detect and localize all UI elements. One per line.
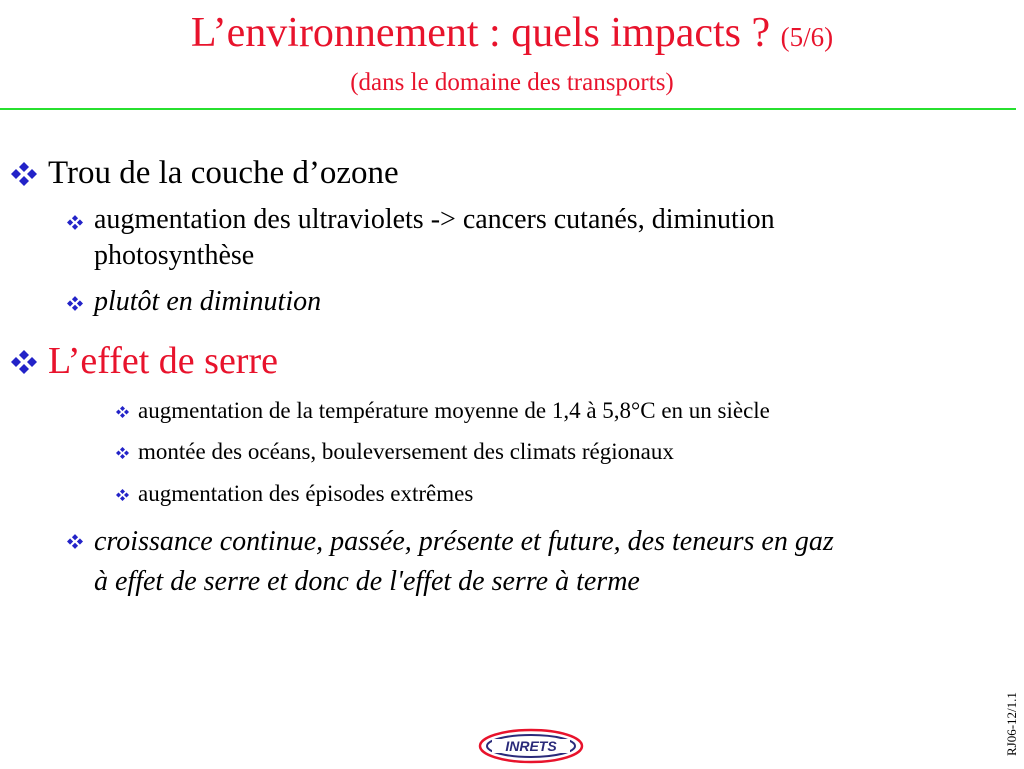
- diamond-cluster-icon: [116, 446, 129, 464]
- conclusion-line-2: à effet de serre et donc de l'effet de serre à terme: [94, 566, 640, 597]
- conclusion-line-1: croissance continue, passée, présente et future, des teneurs en gaz: [94, 526, 834, 557]
- list-item: augmentation des épisodes extrêmes: [138, 481, 474, 506]
- title-divider: [0, 108, 1016, 110]
- document-reference-code: RJ06-12/1.1: [1004, 692, 1019, 756]
- section-heading-ozone: Trou de la couche d’ozone: [48, 155, 399, 191]
- inrets-logo: [478, 728, 584, 769]
- title-text: L’environnement : quels impacts ?: [190, 10, 771, 56]
- diamond-cluster-icon: [116, 488, 129, 506]
- list-item: augmentation des ultraviolets -> cancers cutanés, diminution: [94, 204, 775, 235]
- slide-header: [0, 8, 1024, 98]
- list-item: augmentation de la température moyenne de 1,4 à 5,8°C en un siècle: [138, 398, 770, 423]
- diamond-cluster-icon: [67, 296, 83, 316]
- diamond-cluster-icon: [11, 350, 37, 379]
- slide-title: [0, 8, 1024, 62]
- list-item: plutôt en diminution: [94, 286, 322, 317]
- diamond-cluster-icon: [67, 534, 83, 554]
- list-item: montée des océans, bouleversement des climats régionaux: [138, 439, 674, 464]
- title-page-number: (5/6): [780, 22, 834, 52]
- diamond-cluster-icon: [116, 405, 129, 423]
- diamond-cluster-icon: [67, 215, 83, 235]
- logo-text: INRETS: [505, 738, 557, 754]
- section-heading-greenhouse: L’effet de serre: [48, 340, 278, 382]
- list-item-continuation: photosynthèse: [94, 240, 255, 271]
- slide-subtitle: (dans le domaine des transports): [350, 69, 674, 96]
- diamond-cluster-icon: [11, 162, 37, 191]
